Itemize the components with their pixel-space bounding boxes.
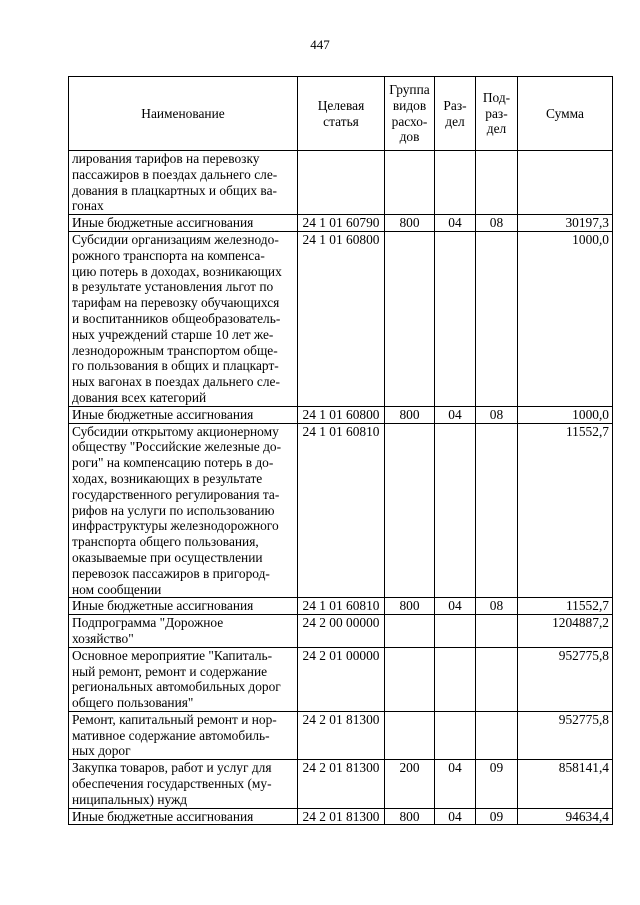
- cell-target: 24 1 01 60810: [298, 423, 385, 598]
- table-row: [69, 406, 613, 423]
- cell-podrazdel: [476, 423, 518, 598]
- cell-sum: 1000,0: [518, 231, 613, 406]
- cell-group: [385, 711, 435, 759]
- cell-target: 24 1 01 60790: [298, 215, 385, 232]
- cell-sum: [518, 151, 613, 215]
- cell-razdel: 04: [435, 215, 476, 232]
- table-header-row: [69, 77, 613, 151]
- cell-group: 800: [385, 598, 435, 615]
- table-row: [69, 231, 613, 406]
- cell-razdel: 04: [435, 760, 476, 808]
- cell-sum: 11552,7: [518, 423, 613, 598]
- cell-razdel: 04: [435, 808, 476, 825]
- cell-sum: 952775,8: [518, 711, 613, 759]
- cell-podrazdel: 08: [476, 598, 518, 615]
- cell-razdel: [435, 711, 476, 759]
- cell-target: 24 2 00 00000: [298, 615, 385, 648]
- cell-sum: 30197,3: [518, 215, 613, 232]
- cell-podrazdel: [476, 647, 518, 711]
- header-sum: Сумма: [518, 77, 613, 151]
- cell-razdel: 04: [435, 406, 476, 423]
- header-group: Группа видов расхо- дов: [385, 77, 435, 151]
- cell-target: 24 2 01 81300: [298, 760, 385, 808]
- cell-target: [298, 151, 385, 215]
- cell-group: 200: [385, 760, 435, 808]
- table-row: [69, 808, 613, 825]
- cell-target: 24 2 01 00000: [298, 647, 385, 711]
- cell-target: 24 2 01 81300: [298, 711, 385, 759]
- cell-name: Иные бюджетные ассигнования: [69, 808, 298, 825]
- cell-group: [385, 423, 435, 598]
- cell-podrazdel: 08: [476, 406, 518, 423]
- cell-name: лирования тарифов на перевозку пассажиров в поездах дальнего сле- дования в плацкартных и общих ва- гонах: [69, 151, 298, 215]
- cell-name: Ремонт, капитальный ремонт и нор- мативное содержание автомобиль- ных дорог: [69, 711, 298, 759]
- cell-name: Иные бюджетные ассигнования: [69, 215, 298, 232]
- table-row: [69, 615, 613, 648]
- cell-target: 24 1 01 60810: [298, 598, 385, 615]
- cell-razdel: [435, 615, 476, 648]
- table-row: [69, 760, 613, 808]
- cell-razdel: [435, 423, 476, 598]
- cell-group: [385, 647, 435, 711]
- cell-target: 24 1 01 60800: [298, 406, 385, 423]
- cell-name: Субсидии организациям железнодо- рожного транспорта на компенса- цию потерь в доходах, возникающих в результате установления льгот по тарифам на перевозку обучающихся и воспитанников общеобразователь- ных учреждений старше 10 лет же- лезнодорожным транспортом обще- го пользования в общих и плацкарт- ных вагонах в поездах дальнего сле- дования всех категорий: [69, 231, 298, 406]
- cell-name: Подпрограмма "Дорожное хозяйство": [69, 615, 298, 648]
- table-row: [69, 151, 613, 215]
- page-number: 447: [310, 37, 330, 52]
- cell-podrazdel: 09: [476, 808, 518, 825]
- cell-target: 24 1 01 60800: [298, 231, 385, 406]
- cell-target: 24 2 01 81300: [298, 808, 385, 825]
- cell-sum: 858141,4: [518, 760, 613, 808]
- cell-razdel: [435, 647, 476, 711]
- cell-group: 800: [385, 808, 435, 825]
- cell-group: 800: [385, 406, 435, 423]
- budget-table: [68, 76, 613, 825]
- header-podrazdel: Под- раз- дел: [476, 77, 518, 151]
- table-row: [69, 598, 613, 615]
- cell-group: [385, 151, 435, 215]
- cell-sum: 1204887,2: [518, 615, 613, 648]
- cell-podrazdel: [476, 151, 518, 215]
- table-row: [69, 711, 613, 759]
- cell-razdel: [435, 151, 476, 215]
- cell-name: Основное мероприятие "Капиталь- ный ремонт, ремонт и содержание региональных автомобильных дорог общего пользования": [69, 647, 298, 711]
- table-row: [69, 215, 613, 232]
- table-row: [69, 647, 613, 711]
- cell-sum: 94634,4: [518, 808, 613, 825]
- cell-name: Иные бюджетные ассигнования: [69, 598, 298, 615]
- cell-podrazdel: [476, 711, 518, 759]
- cell-sum: 1000,0: [518, 406, 613, 423]
- header-name: Наименование: [69, 77, 298, 151]
- cell-podrazdel: [476, 615, 518, 648]
- cell-podrazdel: 08: [476, 215, 518, 232]
- header-target: Целевая статья: [298, 77, 385, 151]
- cell-group: 800: [385, 215, 435, 232]
- header-razdel: Раз- дел: [435, 77, 476, 151]
- cell-podrazdel: 09: [476, 760, 518, 808]
- cell-group: [385, 615, 435, 648]
- table-row: [69, 423, 613, 598]
- cell-sum: 11552,7: [518, 598, 613, 615]
- cell-podrazdel: [476, 231, 518, 406]
- cell-name: Иные бюджетные ассигнования: [69, 406, 298, 423]
- cell-name: Субсидии открытому акционерному обществу "Российские железные до- роги" на компенсацию потерь в до- ходах, возникающих в результате государственного регулирования та- рифов на услуги по использованию инфраструктуры железнодорожного транспорта общего пользования, оказываемые при осуществлении перевозок пассажиров в пригород- ном сообщении: [69, 423, 298, 598]
- cell-sum: 952775,8: [518, 647, 613, 711]
- cell-razdel: 04: [435, 598, 476, 615]
- cell-group: [385, 231, 435, 406]
- cell-razdel: [435, 231, 476, 406]
- cell-name: Закупка товаров, работ и услуг для обеспечения государственных (му- ниципальных) нужд: [69, 760, 298, 808]
